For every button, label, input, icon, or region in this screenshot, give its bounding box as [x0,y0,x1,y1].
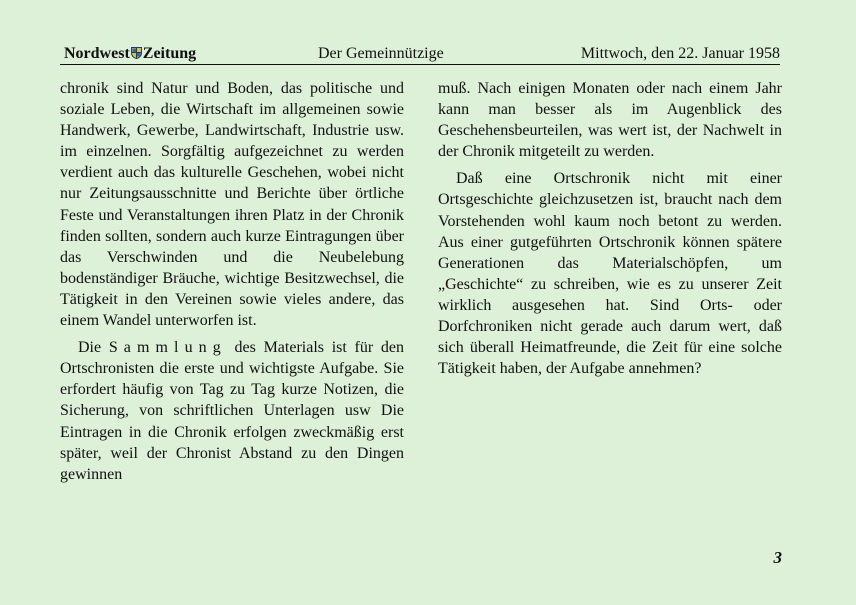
left-text-column [60,78,404,485]
right-paragraph-2: Daß eine Ortschronik nicht mit einer Ortsgeschichte gleichzusetzen ist, braucht nach dem Vorstehenden wohl kaum noch betont zu werden. Aus einer gutgeführten Ortschronik können spätere Generationen das Materialschöpfen, um „Geschichte“ zu schreiben, wie es zu unserer Zeit wirklich ausgesehen hat. Sind Orts- oder Dorfchroniken nicht gerade auch darum wert, daß sich überall Heimatfreunde, die Zeit für eine solche Tätigkeit haben, der Aufgabe annehmen? [438,170,782,378]
emphasized-word-sammlung: Sammlung [108,339,227,357]
paragraph-2-rest: des Materials ist für den Ortschronisten die erste und wichtigste Aufgabe. Sie erfordert häufig von Tag zu Tag kurze Notizen, die Sicherung, von schriftlichen Unterlagen usw Die Eintragen in die Chronik erfolgen zweckmäßig erst später, weil der Chronist Abstand zu den Dingen gewinnen [60,339,405,483]
page-header [60,44,780,65]
section-title: Der Gemeinnützige [318,45,444,62]
paragraph-2-start: Die [78,339,109,357]
publication-date: Mittwoch, den 22. Januar 1958 [580,45,780,62]
left-paragraph-1: chronik sind Natur und Boden, das politische und soziale Leben, die Wirtschaft im allgemeinen sowie Handwerk, Gewerbe, Landwirtschaft, Industrie usw. im einzelnen. Sorgfältig aufgezeichnet zu werden verdient auch das kulturelle Geschehen, wobei nicht nur Zeitungsausschnitte und Berichte über örtliche Feste und Veranstaltungen ihren Platz in der Chronik finden sollten, sondern auch kurze Eintragungen über das Verschwinden und die Neubelebung bodenständiger Bräuche, wichtige Besitzwechsel, die Tätigkeit in den Vereinen sowie vieles andere, das einem Wandel unterworfen ist. [60,80,404,330]
masthead-nordwest: Nordwest [64,45,130,62]
coat-of-arms-icon [131,45,142,57]
right-paragraph-1: muß. Nach einigen Monaten oder nach einem Jahr kann man besser als im Augenblick des Geschehensbeurteilen, was wert ist, der Nachwelt in der Chronik mitgeteilt zu werden. [438,80,782,161]
left-paragraph-2 [60,337,404,485]
masthead-zeitung: Zeitung [142,45,197,62]
masthead [64,44,196,64]
right-text-column [438,78,782,379]
page-number: 3 [773,548,782,567]
